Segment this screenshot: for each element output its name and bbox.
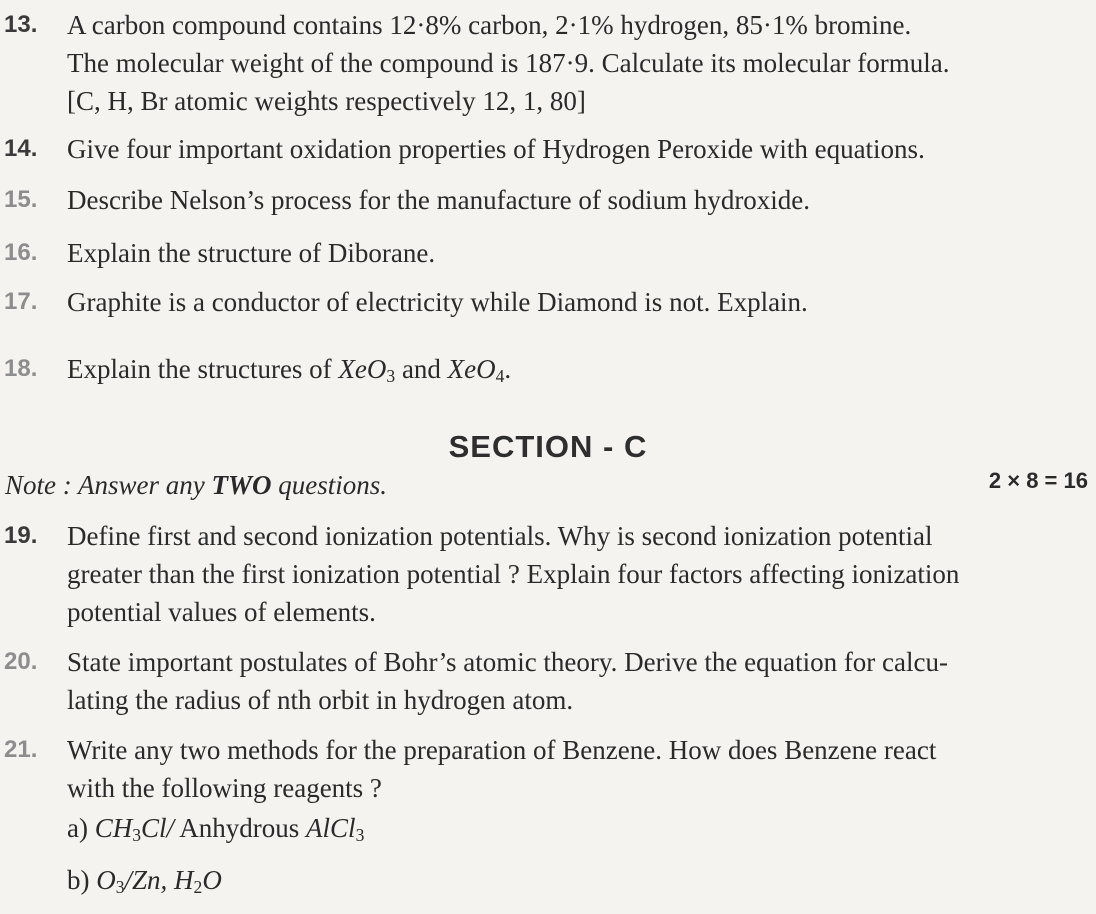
subscript: 3 [355,825,365,845]
formula-part: CH [94,813,133,843]
question-line: A carbon compound contains 12·8% carbon, 2·1% hydrogen, 85·1% bromine. [67,10,912,40]
formula-xeo4: XeO [447,354,496,384]
formula-part: /Zn, H [124,865,194,895]
marks-allocation: 2 × 8 = 16 [988,468,1088,493]
option-text: Anhydrous [174,813,307,843]
question-text [67,643,1088,719]
option-label: a) [67,813,95,843]
question-line: Write any two methods for the preparation of Benzene. How does Benzene react [67,735,937,765]
question-text: Graphite is a conductor of electricity while Diamond is not. Explain. [67,287,808,317]
question-line: Define first and second ionization potentials. Why is second ionization potential [67,521,933,551]
note-emphasis: TWO [211,470,272,500]
subscript: 2 [193,877,203,897]
text-joiner: and [395,354,448,384]
question-number: 13. [4,11,38,38]
question-text: Explain the structure of Diborane. [67,238,436,268]
formula-xeo3: XeO [338,354,387,384]
formula-part: AlCl [306,813,356,843]
question-number: 17. [4,288,38,315]
question-line: potential values of elements. [67,597,376,627]
question-number: 16. [4,239,38,266]
question-text [67,517,1088,631]
question-line: The molecular weight of the compound is 187·9. Calculate its molecular formula. [67,48,950,78]
question-number: 14. [4,135,38,162]
question-line: lating the radius of nth orbit in hydrogen atom. [67,685,574,715]
question-text [67,731,1088,899]
note-suffix: questions. [271,470,387,500]
question-text [67,350,1088,388]
text-prefix: Explain the structures of [67,354,339,384]
question-line: with the following reagents ? [67,773,382,803]
question-text: Give four important oxidation properties of Hydrogen Peroxide with equations. [67,134,925,164]
formula-part: O [96,865,116,895]
option-a [67,809,1088,847]
question-number: 15. [4,186,38,213]
note-prefix: Note : Answer any [5,470,212,500]
question-text [67,6,1088,120]
question-line: greater than the first ionization potential ? Explain four factors affecting ionization [67,559,960,589]
question-number: 18. [4,355,38,382]
question-line: [C, H, Br atomic weights respectively 12, 1, 80] [67,86,586,116]
option-b [67,861,1088,899]
subscript: 3 [115,877,125,897]
subscript: 4 [495,366,505,386]
question-line: State important postulates of Bohr’s atomic theory. Derive the equation for calcu- [67,647,948,677]
question-number: 19. [4,522,38,549]
formula-part: Cl/ [141,813,175,843]
text-suffix: . [504,354,512,384]
formula-part: O [202,865,222,895]
question-number: 20. [4,648,38,675]
subscript: 3 [386,366,396,386]
option-label: b) [67,865,97,895]
subscript: 3 [132,825,142,845]
section-note [5,470,387,501]
section-title: SECTION - C [448,429,648,464]
question-number: 21. [4,736,38,763]
question-text: Describe Nelson’s process for the manufacture of sodium hydroxide. [67,185,811,215]
